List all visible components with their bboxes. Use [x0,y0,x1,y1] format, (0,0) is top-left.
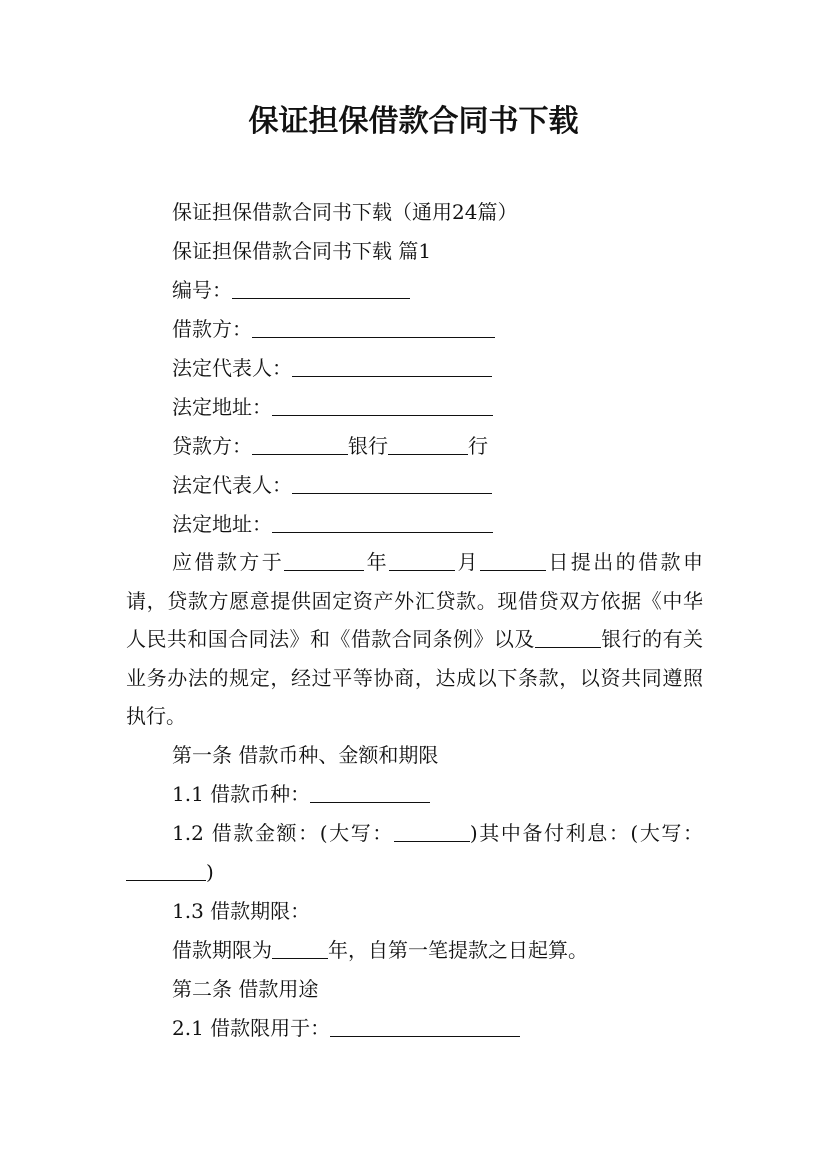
field-lender-rep-label: 法定代表人： [172,473,292,497]
field-borrower-addr-label: 法定地址： [172,395,272,419]
intro-text-2: 日提出的借款申请，贷款方愿意提供固定资产外汇贷款。现借贷双方依据《中华人民共和国合同法》和《借款合同条例》以及 [126,550,703,652]
clause-2-1 [172,1015,520,1041]
field-borrower-rep [172,355,492,381]
clause-1-2-text-b: )其中备付利息：(大写： [469,821,704,845]
field-lender-bank: 银行 [348,434,388,458]
lender-branch-blank [388,434,468,455]
article2-heading: 第二条 借款用途 [172,977,319,1001]
clause-1-1 [172,781,430,807]
field-number [172,277,410,303]
intro-day-blank [480,550,546,571]
intro-year-label: 年 [364,550,390,574]
field-lender-addr [172,511,493,537]
borrower-blank [252,317,495,338]
loan-term-text-b: 年，自第一笔提款之日起算。 [328,938,588,962]
loan-term [172,937,588,963]
field-lender-label: 贷款方： [172,434,252,458]
field-lender-addr-label: 法定地址： [172,512,272,536]
clause-1-2-text-a: 1.2 借款金额：(大写： [172,821,394,845]
clause-1-3: 1.3 借款期限： [172,899,311,923]
clause-1-2-text-c: ) [206,859,214,884]
intro-paragraph [126,543,703,736]
article1-heading: 第一条 借款币种、金额和期限 [172,743,439,767]
currency-blank [310,782,430,803]
field-borrower-label: 借款方： [172,317,252,341]
field-borrower-addr [172,394,493,420]
field-number-label: 编号： [172,278,232,302]
lender-name-blank [252,434,348,455]
lender-addr-blank [272,512,493,533]
borrower-addr-blank [272,395,493,416]
amount-blank [394,821,470,842]
number-blank [232,278,410,299]
section-heading: 保证担保借款合同书下载 篇1 [172,239,432,263]
clause-1-1-label: 1.1 借款币种： [172,782,311,806]
field-lender-rep [172,472,492,498]
intro-month-label: 月 [455,550,480,574]
borrower-rep-blank [292,356,492,377]
purpose-blank [330,1016,520,1037]
intro-bank-blank [535,627,601,648]
intro-text-1: 应借款方于 [172,550,285,574]
clause-2-1-label: 2.1 借款限用于： [172,1016,331,1040]
field-lender-branch: 行 [468,434,488,458]
document-subtitle: 保证担保借款合同书下载（通用24篇） [172,200,518,224]
intro-text-3: 银行的有关业务办法的规定，经过平等协商，达成以下条款，以资共同遵照执行。 [126,627,704,729]
term-years-blank [272,938,328,959]
intro-year-blank [284,550,364,571]
field-borrower-rep-label: 法定代表人： [172,356,292,380]
page-title: 保证担保借款合同书下载 [248,104,579,139]
loan-term-text-a: 借款期限为 [172,938,272,962]
field-lender [172,433,488,459]
intro-month-blank [389,550,455,571]
field-borrower [172,316,495,342]
interest-blank [126,860,206,881]
clause-1-2 [126,814,703,891]
lender-rep-blank [292,473,492,494]
